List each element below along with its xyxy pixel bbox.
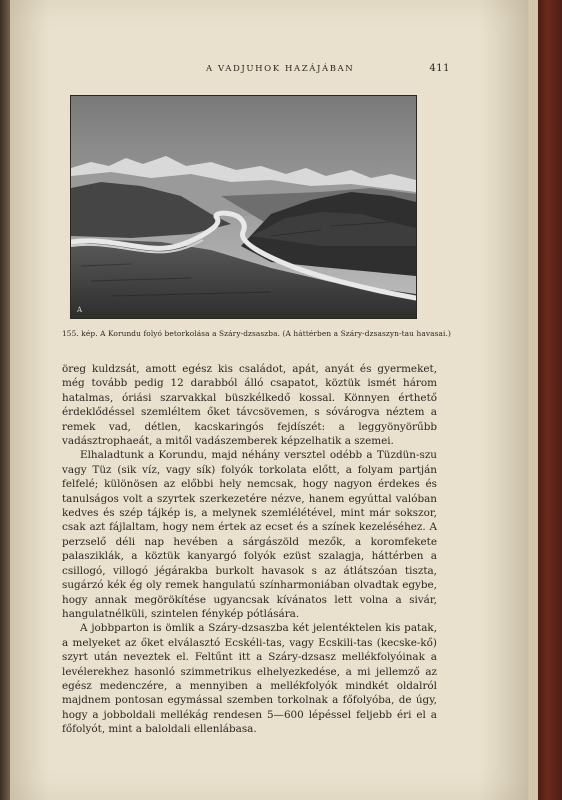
paragraph: A jobbparton is ömlik a Száry-dzsaszba két jelentéktelen kis patak, a melyeket az őket elválasztó Ecskéli-tas, vagy Ecskili-tas (kecske-kő) szyrt után neveztek el. Feltűnt itt a Száry-dzsasz mellékfolyóinak a levélerekhez hasonló szimmetrikus elhelyezkedése, a mi jellemző az egész medenczére, a mennyiben a mellékfolyók mindkét oldalról majdnem pontosan egymással szemben torkolnak a főfolyóba, de úgy, hogy a jobboldali mellékág rendesen 5—600 lépéssel feljebb éri el a főfolyót, mint a baloldali ellenlábasa. [62,622,437,736]
page-header [60,64,450,78]
paragraph: Elhaladtunk a Korundu, majd néhány versztel odébb a Tüzdün-szu vagy Tüz (sik víz, vagy sík) folyók torkolata előtt, a folyam partján felfelé; különösen az előbbi hely nemcsak, hogy nagyon érdekes és tanulságos volt a szyrtek szerkezetére nézve, hanem egyúttal valóban kedves és szép tájkép is, a melynek szemlélétével, mint már sokszor, csak azt fájlaltam, hogy nem értek az ecset és a színek kezeléséhez. A perzselő déli nap hevében a sárgászöld mezők, a koromfekete palasziklák, a köztük kanyargó folyók ezüst szalagja, háttérben a csillogó, villogó jégárakba burkolt havasok s az átlátszóan tiszta, sugárzó kék ég oly remek hangulatú színharmoniában olvadtak egybe, hogy annak megörökítése ugyancsak kívánatos lett volna a sivár, hangulatnélküli, szintelen fénykép pótlására. [62,449,437,620]
body-text [62,362,437,737]
figure-caption: 155. kép. A Korundu folyó betorkolása a Száry-dzsaszba. (A háttérben a Száry-dzsaszyn-tau havasai.) [62,329,451,338]
landscape-photo [70,95,417,319]
svg-text:A: A [77,306,83,314]
paragraph: öreg kuldzsát, amott egész kis családot, apát, anyát és gyermeket, még tovább pedig 12 darabból álló csapatot, köztük ismét három hatalmas, óriási szarvakkal büszkélkedő kossal. Könnyen érthető érdeklődéssel szemléltem őket távcsövemen, s sóvárogva néztem a remek vad, détlen, kacskaringós fejdíszét: a leggyönyörűbb vadásztrophaeát, a mitől vadászemberek képzelhatik a szemei. [62,363,437,448]
page-edges [528,0,538,800]
page-number: 411 [429,63,450,74]
book-cover-right [538,0,562,800]
running-head: A VADJUHOK HAZÁJÁBAN [206,64,355,74]
landscape-photo-illustration [71,96,416,318]
